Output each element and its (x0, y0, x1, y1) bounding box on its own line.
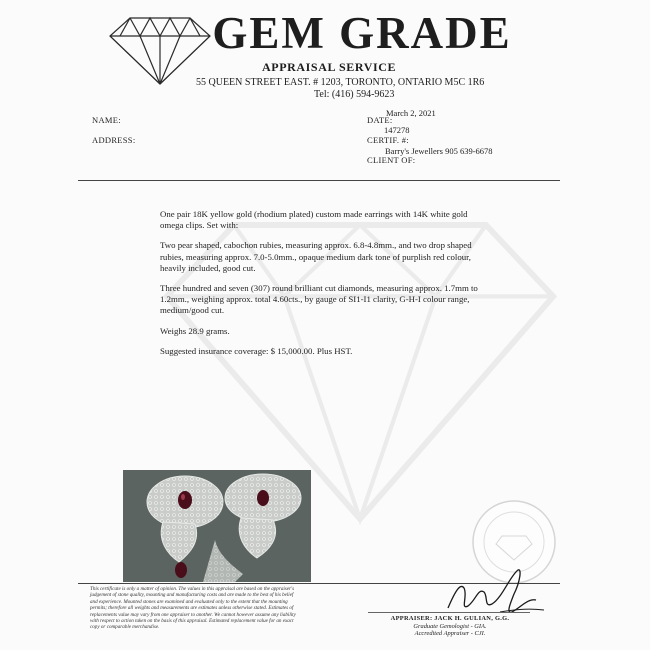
appraiser-block (366, 615, 534, 638)
name-label: NAME: (92, 115, 121, 125)
address-label: ADDRESS: (92, 135, 136, 145)
certificate-label: CERTIF. #: (367, 135, 409, 145)
appraiser-credential-cji: Accredited Appraiser - CJI. (414, 630, 486, 638)
earrings-photo (123, 470, 311, 582)
client-label: CLIENT OF: (367, 155, 416, 165)
description-weight: Weighs 28.9 grams. (160, 325, 230, 336)
description-setting: One pair 18K yellow gold (rhodium plated) custom made earrings with 14K white gold omega clips. Set with: (160, 209, 468, 231)
company-name: GEM GRADE (212, 8, 512, 58)
appraiser-credential-gia: Graduate Gemologist - GIA. (413, 622, 487, 630)
description-diamonds: Three hundred and seven (307) round brilliant cut diamonds, measuring approx. 1.7mm to 1.2mm., weighing approx. total 4.60cts., by gauge of SI1-I1 clarity, G-H-I colour range, medium/good cut. (160, 283, 478, 316)
disclaimer-text: This certificate is only a matter of opinion. The values in this appraisal are based on the appraiser's judgement of stone quality, mounting and manufacturing costs and are made to the best of his belief and experience. Mounted stones are examined and evaluated only to the extent that the mounting permits; therefore all weights and measurements are estimates unless otherwise stated. Estimates of replacements value may vary from one appraiser to another. We cannot however assume any liability with respect to action taken on the basis of this appraisal. Estimated replacement value for an exact copy or comparable merchandise. (90, 586, 296, 631)
company-address (196, 77, 566, 101)
client-value: Barry's Jewellers 905 639-6678 (385, 146, 493, 156)
street-address: 55 QUEEN STREET EAST. # 1203, TORONTO, ONTARIO M5C 1R6 (196, 77, 485, 88)
date-value: March 2, 2021 (386, 108, 436, 118)
item-description (160, 209, 490, 366)
description-insurance: Suggested insurance coverage: $ 15,000.00. Plus HST. (160, 345, 353, 356)
phone-number: Tel: (416) 594-9623 (314, 89, 395, 100)
company-service: APPRAISAL SERVICE (262, 60, 397, 74)
diamond-icon (108, 14, 212, 86)
certificate-number: 147278 (384, 125, 410, 135)
appraiser-name: APPRAISER: JACK H. GULIAN, G.G. (390, 615, 510, 622)
description-rubies: Two pear shaped, cabochon rubies, measuring approx. 6.8-4.8mm., and two drop shaped rubies, measuring approx. 7.0-5.0mm., opaque medium dark tone of purplish red colour, heavily included, good cut. (160, 240, 472, 273)
signature-line (368, 612, 530, 613)
date-label: DATE: (367, 115, 393, 125)
header-divider (78, 180, 560, 181)
